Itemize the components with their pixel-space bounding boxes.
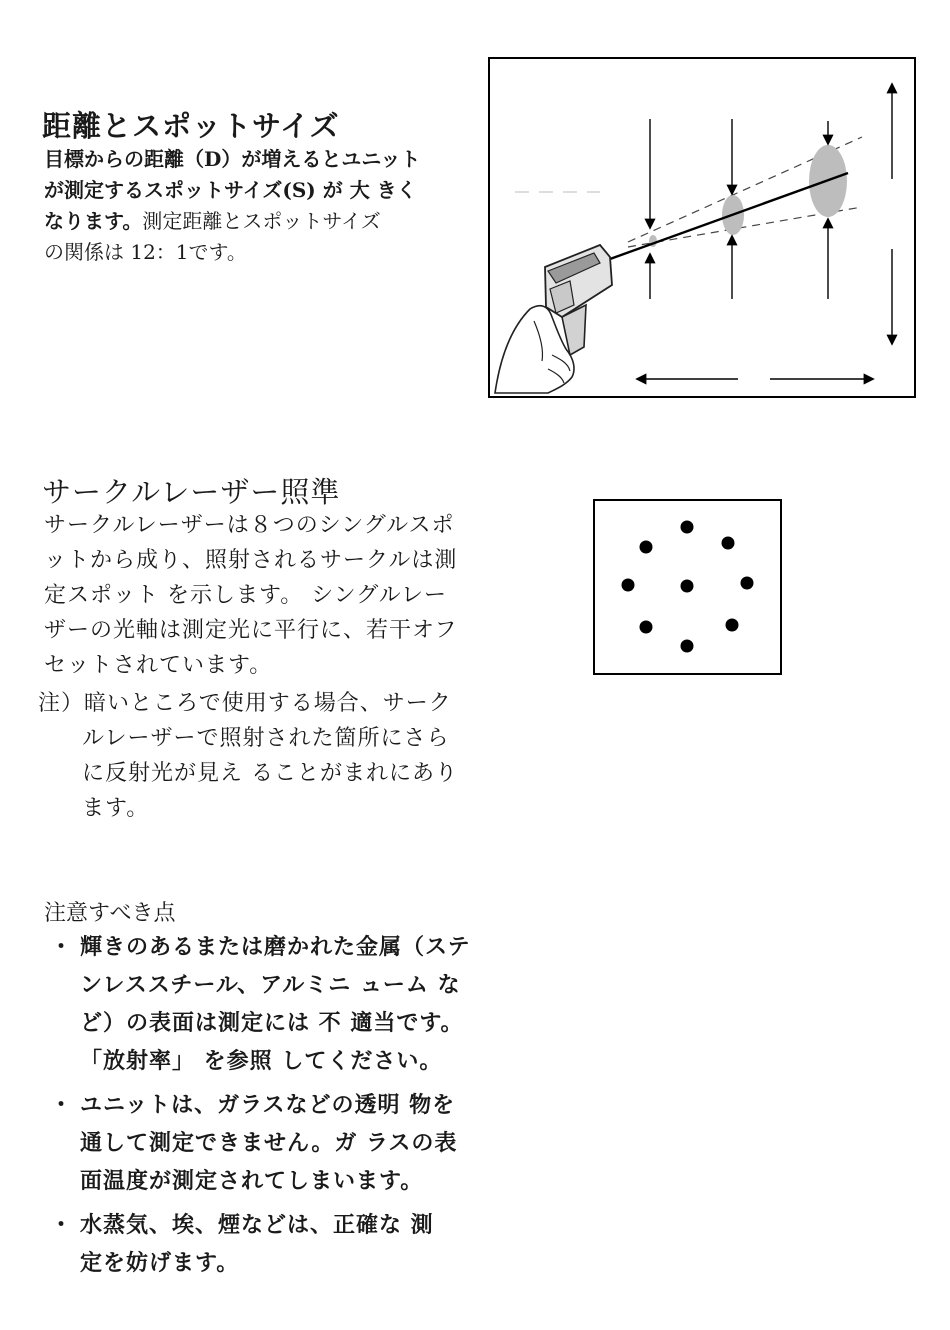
section-title-laser-circle: サークルレーザー照準 [42, 475, 341, 509]
laser-dot [622, 579, 635, 592]
body-line: ザーの光軸は測定光に平行に、若干オフ [44, 618, 458, 643]
laser-dot [726, 619, 739, 632]
laser-dot [681, 640, 694, 653]
center-dot [681, 580, 694, 593]
body-line: 定スポット を示します。 シングルレー [44, 583, 448, 608]
section-body-laser-circle [44, 508, 457, 683]
section-title-cautions: 注意すべき点 [44, 901, 176, 926]
bullet-mark: ・ [50, 1212, 74, 1238]
laser-circle-diagram [593, 499, 782, 675]
note-line: 注）暗いところで使用する場合、サーク [38, 691, 452, 716]
body-line: なります。測定距離とスポットサイズ [44, 209, 381, 233]
spot-size-diagram [488, 57, 916, 398]
body-line: ットから成り、照射されるサークルは測 [44, 548, 458, 573]
bullet-mark: ・ [50, 934, 74, 960]
note-dark-use [38, 686, 458, 826]
laser-dot [681, 521, 694, 534]
ir-thermometer-spot-size-diagram-icon [490, 59, 914, 396]
body-line: セットされています。 [44, 653, 273, 678]
section-title-distance-spot: 距離とスポットサイズ [42, 109, 340, 143]
bullet-mark: ・ [50, 1092, 74, 1118]
laser-dot [640, 541, 653, 554]
body-line: 目標からの距離（D）が増えるとユニット [44, 147, 421, 171]
caution-list [46, 928, 471, 1288]
body-line: の関係は 12：1です。 [44, 240, 247, 264]
list-item: ・ 輝きのあるまたは磨かれた金属（ステ ンレススチール、アルミニ ューム な ど）の表面は測定には 不 適当です。 「放射率」 を参照 してください。 [46, 928, 471, 1080]
list-item: ・ 水蒸気、埃、煙などは、正確な 測 定を妨げます。 [46, 1206, 471, 1282]
note-line: ます。 [82, 796, 150, 821]
laser-dot [741, 577, 754, 590]
laser-dot [722, 537, 735, 550]
section-body-distance-spot [44, 144, 464, 268]
note-label: 注） [38, 691, 85, 716]
eight-dot-laser-circle-icon [595, 501, 780, 673]
list-item: ・ ユニットは、ガラスなどの透明 物を 通して測定できません。ガ ラスの表 面温度が測定されてしまいます。 [46, 1086, 471, 1200]
note-line: ルレーザーで照射された箇所にさら [82, 726, 450, 751]
laser-dot [640, 621, 653, 634]
body-line: が測定するスポットサイズ(S) が 大 きく [44, 178, 417, 202]
note-line: に反射光が見え ることがまれにあり [82, 761, 458, 786]
body-line: サークルレーザーは８つのシングルスポ [44, 513, 455, 538]
